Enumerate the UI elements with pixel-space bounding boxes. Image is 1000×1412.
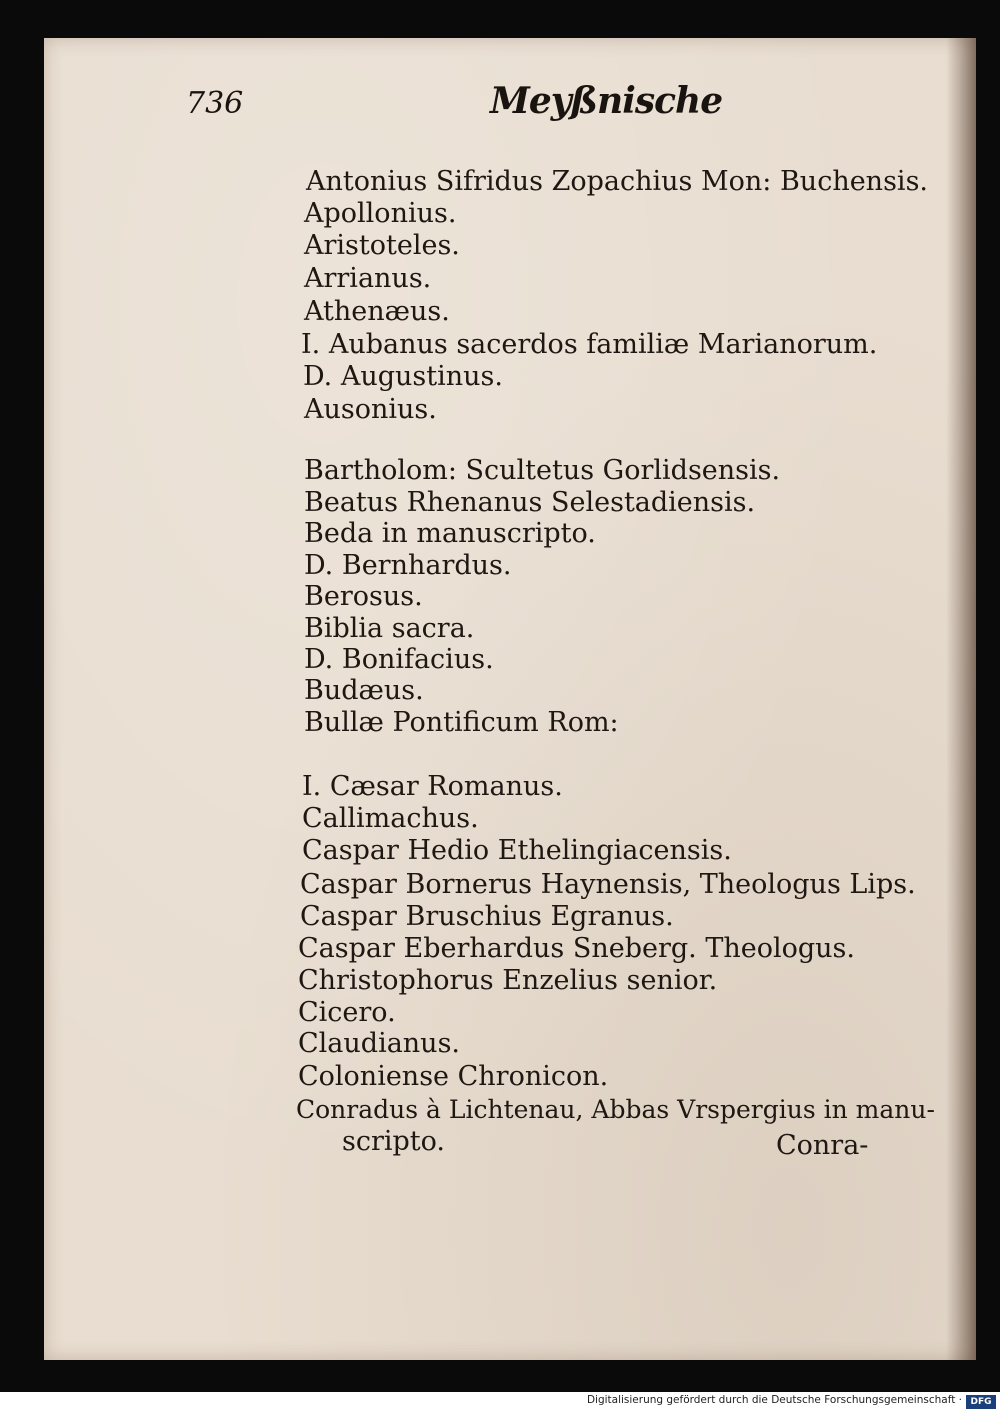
list-entry: I. Aubanus sacerdos familiæ Marianorum.	[301, 329, 878, 360]
dfg-logo-icon: DFG	[966, 1395, 996, 1409]
list-entry: Apollonius.	[304, 198, 457, 229]
list-entry: Christophorus Enzelius senior.	[298, 965, 718, 996]
footer-bar	[0, 1392, 1000, 1412]
list-entry: Biblia sacra.	[304, 613, 475, 644]
list-entry: Bartholom: Scultetus Gorlidsensis.	[304, 455, 781, 486]
list-entry: Caspar Eberhardus Sneberg. Theologus.	[298, 933, 855, 964]
list-entry: Cicero.	[298, 997, 396, 1028]
list-entry: D. Augustinus.	[303, 361, 503, 392]
list-entry: Ausonius.	[304, 394, 437, 425]
list-entry: Caspar Bruschius Egranus.	[300, 901, 674, 932]
list-entry: D. Bonifacius.	[304, 644, 494, 675]
page-number: 736	[186, 86, 244, 121]
list-entry: Aristoteles.	[304, 230, 460, 261]
list-entry: Athenæus.	[304, 296, 450, 327]
running-title: Meyßnische	[490, 80, 723, 122]
list-entry: Caspar Hedio Ethelingiacensis.	[302, 835, 732, 866]
list-entry: Beda in manuscripto.	[304, 518, 596, 549]
list-entry: Callimachus.	[302, 803, 479, 834]
catchword: Conra-	[776, 1130, 869, 1161]
list-entry: Caspar Bornerus Haynensis, Theologus Lips.	[300, 869, 916, 900]
list-entry: Budæus.	[304, 675, 424, 706]
list-entry-continuation: scripto.	[342, 1126, 446, 1157]
list-entry: Berosus.	[304, 581, 423, 612]
list-entry: Coloniense Chronicon.	[298, 1061, 609, 1092]
list-entry: Arrianus.	[304, 263, 432, 294]
list-entry: Conradus à Lichtenau, Abbas Vrspergius in manu-	[296, 1095, 935, 1124]
list-entry: D. Bernhardus.	[304, 550, 512, 581]
list-entry: Beatus Rhenanus Selestadiensis.	[304, 487, 756, 518]
list-entry: Bullæ Pontificum Rom:	[304, 707, 619, 738]
list-entry: Claudianus.	[298, 1028, 461, 1059]
list-entry: Antonius Sifridus Zopachius Mon: Buchensis.	[306, 166, 929, 197]
list-entry: I. Cæsar Romanus.	[302, 771, 563, 802]
footer-credit: Digitalisierung gefördert durch die Deutsche Forschungsgemeinschaft ·	[586, 1394, 962, 1406]
